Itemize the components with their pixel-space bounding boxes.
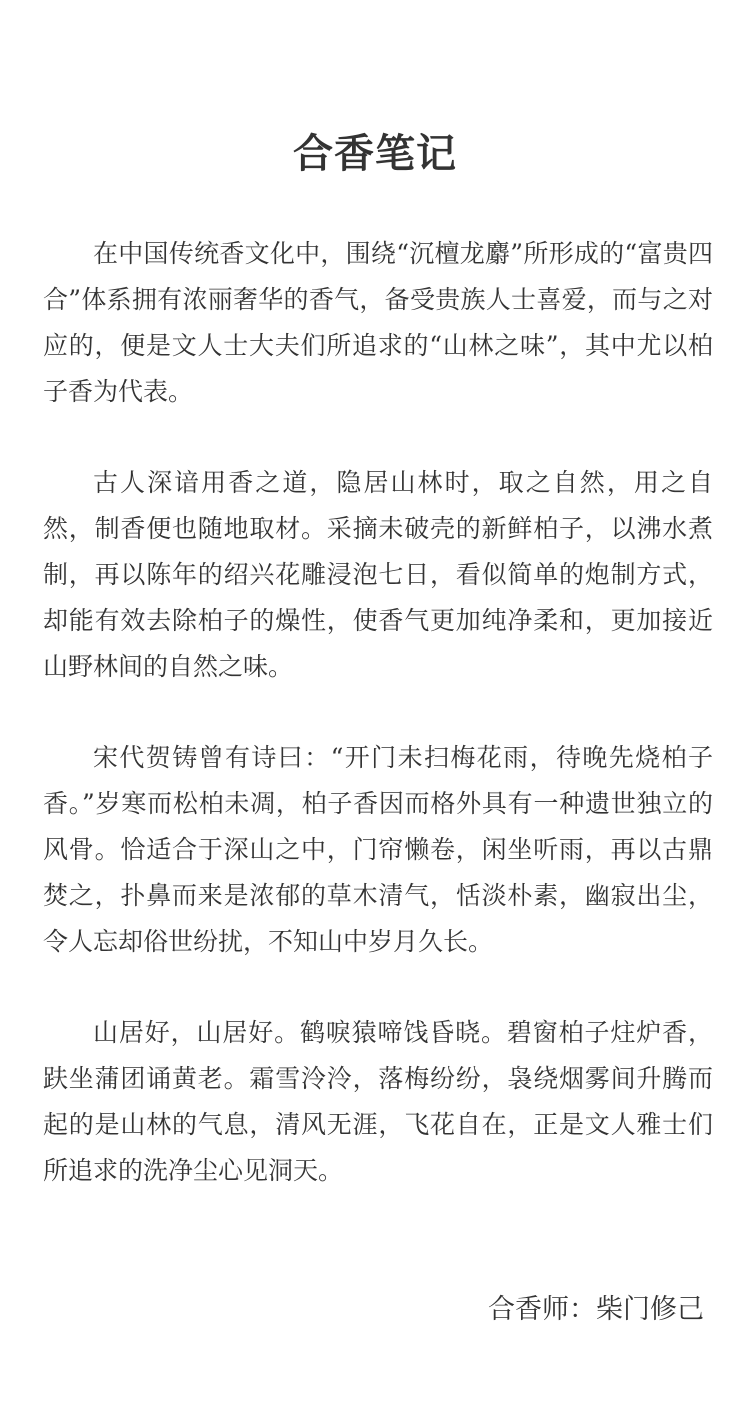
paragraph-3: 宋代贺铸曾有诗曰：“开门未扫梅花雨，待晚先烧柏子香。”岁寒而松柏未凋，柏子香因而格外具有一种遗世独立的风骨。恰适合于深山之中，门帘懒卷，闲坐听雨，再以古鼎焚之，扑鼻而来是浓郁的草木清气，恬淡朴素，幽寂出尘，令人忘却俗世纷扰，不知山中岁月久长。 (43, 743, 713, 956)
author-signature: 合香师：柴门修己 (488, 1294, 704, 1325)
paragraph-2: 古人深谙用香之道，隐居山林时，取之自然，用之自然，制香便也随地取材。采摘未破壳的新鲜柏子，以沸水煮制，再以陈年的绍兴花雕浸泡七日，看似简单的炮制方式，却能有效去除柏子的燥性，使香气更加纯净柔和，更加接近山野林间的自然之味。 (43, 468, 713, 681)
article-title: 合香笔记 (293, 130, 457, 177)
paragraph-1: 在中国传统香文化中，围绕“沉檀龙麝”所形成的“富贵四合”体系拥有浓丽奢华的香气，备受贵族人士喜爱，而与之对应的，便是文人士大夫们所追求的“山林之味”，其中尤以柏子香为代表。 (43, 239, 713, 406)
paragraph-4: 山居好，山居好。鹤唳猿啼饯昏晓。碧窗柏子炷炉香，趺坐蒲团诵黄老。霜雪泠泠，落梅纷纷，袅绕烟雾间升腾而起的是山林的气息，清风无涯，飞花自在，正是文人雅士们所追求的洗净尘心见洞天。 (43, 1018, 713, 1185)
